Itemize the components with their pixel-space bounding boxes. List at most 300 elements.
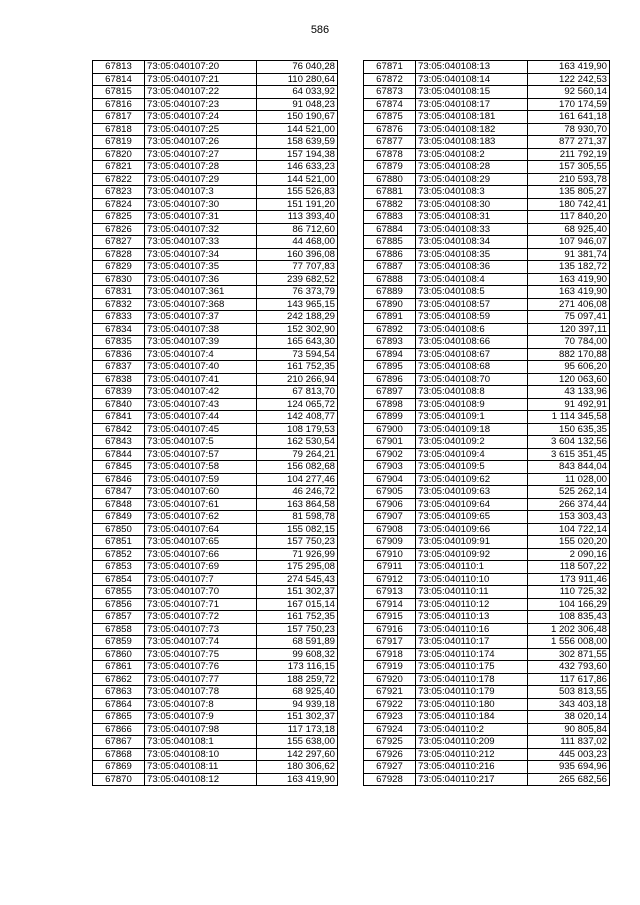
value-cell: 144 521,00 <box>257 123 338 136</box>
table-row <box>364 736 610 749</box>
cadastral-code-cell: 73:05:040107:25 <box>145 123 257 136</box>
cadastral-code-cell: 73:05:040107:26 <box>145 136 257 149</box>
cadastral-code-cell: 73:05:040110:2 <box>416 723 528 736</box>
value-cell: 68 591,89 <box>257 636 338 649</box>
row-number-cell: 67842 <box>93 423 145 436</box>
cadastral-code-cell: 73:05:040110:16 <box>416 623 528 636</box>
row-number-cell: 67839 <box>93 386 145 399</box>
table-row <box>93 536 338 549</box>
table-row <box>364 436 610 449</box>
value-cell: 71 926,99 <box>257 548 338 561</box>
value-cell: 111 837,02 <box>528 736 610 749</box>
table-row <box>93 586 338 599</box>
value-cell: 1 114 345,58 <box>528 411 610 424</box>
value-cell: 877 271,37 <box>528 136 610 149</box>
table-row <box>93 423 338 436</box>
row-number-cell: 67912 <box>364 573 416 586</box>
table-row <box>364 286 610 299</box>
table-row <box>93 236 338 249</box>
cadastral-code-cell: 73:05:040108:30 <box>416 198 528 211</box>
cadastral-code-cell: 73:05:040107:27 <box>145 148 257 161</box>
table-row <box>93 623 338 636</box>
cadastral-code-cell: 73:05:040109:2 <box>416 436 528 449</box>
row-number-cell: 67904 <box>364 473 416 486</box>
table-row <box>364 561 610 574</box>
value-cell: 163 419,90 <box>528 273 610 286</box>
value-cell: 77 707,83 <box>257 261 338 274</box>
table-row <box>364 411 610 424</box>
value-cell: 152 302,90 <box>257 323 338 336</box>
row-number-cell: 67856 <box>93 598 145 611</box>
row-number-cell: 67875 <box>364 111 416 124</box>
value-cell: 163 419,90 <box>528 286 610 299</box>
table-row <box>93 673 338 686</box>
table-row <box>93 348 338 361</box>
table-row <box>93 373 338 386</box>
value-cell: 113 393,40 <box>257 211 338 224</box>
cadastral-code-cell: 73:05:040107:35 <box>145 261 257 274</box>
cadastral-code-cell: 73:05:040107:72 <box>145 611 257 624</box>
cadastral-code-cell: 73:05:040108:181 <box>416 111 528 124</box>
table-row <box>93 473 338 486</box>
row-number-cell: 67889 <box>364 286 416 299</box>
row-number-cell: 67918 <box>364 648 416 661</box>
value-cell: 173 911,46 <box>528 573 610 586</box>
cadastral-code-cell: 73:05:040107:21 <box>145 73 257 86</box>
table-row <box>93 611 338 624</box>
value-cell: 150 190,67 <box>257 111 338 124</box>
value-cell: 210 266,94 <box>257 373 338 386</box>
table-row <box>364 761 610 774</box>
value-cell: 86 712,60 <box>257 223 338 236</box>
cadastral-code-cell: 73:05:040108:34 <box>416 236 528 249</box>
value-cell: 155 020,20 <box>528 536 610 549</box>
value-cell: 161 752,35 <box>257 361 338 374</box>
row-number-cell: 67853 <box>93 561 145 574</box>
table-row <box>93 323 338 336</box>
value-cell: 180 306,62 <box>257 761 338 774</box>
row-number-cell: 67883 <box>364 211 416 224</box>
cadastral-code-cell: 73:05:040107:361 <box>145 286 257 299</box>
row-number-cell: 67840 <box>93 398 145 411</box>
row-number-cell: 67928 <box>364 773 416 786</box>
cadastral-code-cell: 73:05:040108:17 <box>416 98 528 111</box>
cadastral-code-cell: 73:05:040107:74 <box>145 636 257 649</box>
row-number-cell: 67908 <box>364 523 416 536</box>
row-number-cell: 67881 <box>364 186 416 199</box>
value-cell: 44 468,00 <box>257 236 338 249</box>
cadastral-code-cell: 73:05:040107:34 <box>145 248 257 261</box>
value-cell: 157 305,55 <box>528 161 610 174</box>
cadastral-code-cell: 73:05:040107:64 <box>145 523 257 536</box>
value-cell: 110 725,32 <box>528 586 610 599</box>
row-number-cell: 67874 <box>364 98 416 111</box>
value-cell: 143 965,15 <box>257 298 338 311</box>
cadastral-code-cell: 73:05:040110:13 <box>416 611 528 624</box>
row-number-cell: 67872 <box>364 73 416 86</box>
row-number-cell: 67911 <box>364 561 416 574</box>
value-cell: 120 397,11 <box>528 323 610 336</box>
row-number-cell: 67829 <box>93 261 145 274</box>
value-cell: 242 188,29 <box>257 311 338 324</box>
cadastral-code-cell: 73:05:040107:36 <box>145 273 257 286</box>
cadastral-code-cell: 73:05:040110:178 <box>416 673 528 686</box>
cadastral-code-cell: 73:05:040107:33 <box>145 236 257 249</box>
table-row <box>364 136 610 149</box>
table-row <box>93 123 338 136</box>
cadastral-code-cell: 73:05:040108:31 <box>416 211 528 224</box>
row-number-cell: 67837 <box>93 361 145 374</box>
table-row <box>364 86 610 99</box>
row-number-cell: 67838 <box>93 373 145 386</box>
value-cell: 445 003,23 <box>528 748 610 761</box>
cadastral-code-cell: 73:05:040108:5 <box>416 286 528 299</box>
row-number-cell: 67906 <box>364 498 416 511</box>
value-cell: 91 492,91 <box>528 398 610 411</box>
row-number-cell: 67844 <box>93 448 145 461</box>
cadastral-code-cell: 73:05:040108:59 <box>416 311 528 324</box>
row-number-cell: 67884 <box>364 223 416 236</box>
table-row <box>364 623 610 636</box>
table-row <box>93 86 338 99</box>
table-row <box>93 298 338 311</box>
value-cell: 110 280,64 <box>257 73 338 86</box>
row-number-cell: 67880 <box>364 173 416 186</box>
table-row <box>93 248 338 261</box>
row-number-cell: 67920 <box>364 673 416 686</box>
cadastral-code-cell: 73:05:040107:43 <box>145 398 257 411</box>
value-cell: 124 065,72 <box>257 398 338 411</box>
row-number-cell: 67848 <box>93 498 145 511</box>
row-number-cell: 67823 <box>93 186 145 199</box>
cadastral-code-cell: 73:05:040109:92 <box>416 548 528 561</box>
table-row <box>93 173 338 186</box>
table-row <box>364 648 610 661</box>
row-number-cell: 67900 <box>364 423 416 436</box>
row-number-cell: 67843 <box>93 436 145 449</box>
table-row <box>364 548 610 561</box>
value-cell: 135 182,72 <box>528 261 610 274</box>
cadastral-code-cell: 73:05:040108:29 <box>416 173 528 186</box>
row-number-cell: 67859 <box>93 636 145 649</box>
table-row <box>93 498 338 511</box>
table-row <box>364 661 610 674</box>
value-cell: 239 682,52 <box>257 273 338 286</box>
row-number-cell: 67877 <box>364 136 416 149</box>
table-row <box>93 698 338 711</box>
row-number-cell: 67894 <box>364 348 416 361</box>
row-number-cell: 67851 <box>93 536 145 549</box>
row-number-cell: 67876 <box>364 123 416 136</box>
table-row <box>364 511 610 524</box>
row-number-cell: 67818 <box>93 123 145 136</box>
cadastral-code-cell: 73:05:040108:6 <box>416 323 528 336</box>
row-number-cell: 67828 <box>93 248 145 261</box>
cadastral-code-cell: 73:05:040108:67 <box>416 348 528 361</box>
row-number-cell: 67867 <box>93 736 145 749</box>
table-row <box>364 61 610 74</box>
cadastral-code-cell: 73:05:040110:17 <box>416 636 528 649</box>
cadastral-code-cell: 73:05:040107:60 <box>145 486 257 499</box>
row-number-cell: 67896 <box>364 373 416 386</box>
value-cell: 151 302,37 <box>257 586 338 599</box>
cadastral-code-cell: 73:05:040109:5 <box>416 461 528 474</box>
row-number-cell: 67901 <box>364 436 416 449</box>
value-cell: 3 604 132,56 <box>528 436 610 449</box>
cadastral-code-cell: 73:05:040108:4 <box>416 273 528 286</box>
row-number-cell: 67820 <box>93 148 145 161</box>
cadastral-code-cell: 73:05:040108:11 <box>145 761 257 774</box>
value-cell: 271 406,08 <box>528 298 610 311</box>
value-cell: 170 174,59 <box>528 98 610 111</box>
value-cell: 1 202 306,48 <box>528 623 610 636</box>
row-number-cell: 67890 <box>364 298 416 311</box>
cadastral-code-cell: 73:05:040109:4 <box>416 448 528 461</box>
row-number-cell: 67893 <box>364 336 416 349</box>
value-cell: 68 925,40 <box>257 686 338 699</box>
cadastral-code-cell: 73:05:040107:39 <box>145 336 257 349</box>
row-number-cell: 67841 <box>93 411 145 424</box>
row-number-cell: 67855 <box>93 586 145 599</box>
value-cell: 525 262,14 <box>528 486 610 499</box>
cadastral-code-cell: 73:05:040108:28 <box>416 161 528 174</box>
table-row <box>364 198 610 211</box>
cadastral-code-cell: 73:05:040107:98 <box>145 723 257 736</box>
row-number-cell: 67879 <box>364 161 416 174</box>
row-number-cell: 67835 <box>93 336 145 349</box>
table-row <box>93 223 338 236</box>
value-cell: 274 545,43 <box>257 573 338 586</box>
table-row <box>364 498 610 511</box>
cadastral-code-cell: 73:05:040107:76 <box>145 661 257 674</box>
cadastral-code-cell: 73:05:040107:38 <box>145 323 257 336</box>
row-number-cell: 67919 <box>364 661 416 674</box>
cadastral-code-cell: 73:05:040108:13 <box>416 61 528 74</box>
value-cell: 104 277,46 <box>257 473 338 486</box>
value-cell: 90 805,84 <box>528 723 610 736</box>
value-cell: 67 813,70 <box>257 386 338 399</box>
table-row <box>364 723 610 736</box>
row-number-cell: 67869 <box>93 761 145 774</box>
cadastral-code-cell: 73:05:040108:57 <box>416 298 528 311</box>
row-number-cell: 67888 <box>364 273 416 286</box>
cadastral-code-cell: 73:05:040107:32 <box>145 223 257 236</box>
cadastral-code-cell: 73:05:040108:183 <box>416 136 528 149</box>
cadastral-code-cell: 73:05:040108:15 <box>416 86 528 99</box>
table-row <box>93 336 338 349</box>
cadastral-code-cell: 73:05:040109:18 <box>416 423 528 436</box>
cadastral-code-cell: 73:05:040109:91 <box>416 536 528 549</box>
cadastral-code-cell: 73:05:040110:217 <box>416 773 528 786</box>
table-row <box>364 598 610 611</box>
table-row <box>364 236 610 249</box>
value-cell: 144 521,00 <box>257 173 338 186</box>
table-row <box>93 761 338 774</box>
value-cell: 108 835,43 <box>528 611 610 624</box>
cadastral-code-cell: 73:05:040108:14 <box>416 73 528 86</box>
value-cell: 175 295,08 <box>257 561 338 574</box>
cadastral-code-cell: 73:05:040110:209 <box>416 736 528 749</box>
table-row <box>93 361 338 374</box>
row-number-cell: 67836 <box>93 348 145 361</box>
value-cell: 162 530,54 <box>257 436 338 449</box>
value-cell: 302 871,55 <box>528 648 610 661</box>
table-row <box>364 673 610 686</box>
cadastral-code-cell: 73:05:040107:75 <box>145 648 257 661</box>
cadastral-code-cell: 73:05:040108:3 <box>416 186 528 199</box>
cadastral-code-cell: 73:05:040107:77 <box>145 673 257 686</box>
table-row <box>93 661 338 674</box>
cadastral-code-cell: 73:05:040107:22 <box>145 86 257 99</box>
value-cell: 151 191,20 <box>257 198 338 211</box>
row-number-cell: 67864 <box>93 698 145 711</box>
row-number-cell: 67898 <box>364 398 416 411</box>
row-number-cell: 67846 <box>93 473 145 486</box>
cadastral-code-cell: 73:05:040109:66 <box>416 523 528 536</box>
cadastral-code-cell: 73:05:040107:31 <box>145 211 257 224</box>
value-cell: 11 028,00 <box>528 473 610 486</box>
table-row <box>364 298 610 311</box>
table-row <box>93 636 338 649</box>
table-row <box>364 273 610 286</box>
row-number-cell: 67824 <box>93 198 145 211</box>
cadastral-code-cell: 73:05:040110:1 <box>416 561 528 574</box>
cadastral-code-cell: 73:05:040107:40 <box>145 361 257 374</box>
table-row <box>364 323 610 336</box>
value-cell: 161 641,18 <box>528 111 610 124</box>
row-number-cell: 67817 <box>93 111 145 124</box>
row-number-cell: 67868 <box>93 748 145 761</box>
value-cell: 78 930,70 <box>528 123 610 136</box>
value-cell: 882 170,88 <box>528 348 610 361</box>
table-row <box>93 211 338 224</box>
value-cell: 142 297,60 <box>257 748 338 761</box>
table-row <box>93 111 338 124</box>
page-number: 586 <box>310 24 330 36</box>
value-cell: 265 682,56 <box>528 773 610 786</box>
row-number-cell: 67826 <box>93 223 145 236</box>
row-number-cell: 67821 <box>93 161 145 174</box>
cadastral-code-cell: 73:05:040107:9 <box>145 711 257 724</box>
cadastral-code-cell: 73:05:040108:36 <box>416 261 528 274</box>
row-number-cell: 67815 <box>93 86 145 99</box>
value-cell: 120 063,60 <box>528 373 610 386</box>
row-number-cell: 67905 <box>364 486 416 499</box>
table-row <box>364 123 610 136</box>
cadastral-code-cell: 73:05:040107:62 <box>145 511 257 524</box>
table-row <box>364 536 610 549</box>
row-number-cell: 67903 <box>364 461 416 474</box>
value-cell: 503 813,55 <box>528 686 610 699</box>
value-cell: 70 784,00 <box>528 336 610 349</box>
row-number-cell: 67924 <box>364 723 416 736</box>
cadastral-code-cell: 73:05:040108:33 <box>416 223 528 236</box>
table-row <box>93 161 338 174</box>
table-row <box>364 373 610 386</box>
table-row <box>93 448 338 461</box>
cadastral-code-cell: 73:05:040110:10 <box>416 573 528 586</box>
table-row <box>93 686 338 699</box>
table-row <box>364 523 610 536</box>
value-cell: 117 173,18 <box>257 723 338 736</box>
value-cell: 146 633,23 <box>257 161 338 174</box>
row-number-cell: 67819 <box>93 136 145 149</box>
value-cell: 142 408,77 <box>257 411 338 424</box>
row-number-cell: 67915 <box>364 611 416 624</box>
value-cell: 163 864,58 <box>257 498 338 511</box>
table-row <box>93 273 338 286</box>
cadastral-code-cell: 73:05:040110:216 <box>416 761 528 774</box>
value-cell: 150 635,35 <box>528 423 610 436</box>
value-cell: 107 946,07 <box>528 236 610 249</box>
row-number-cell: 67902 <box>364 448 416 461</box>
cadastral-code-cell: 73:05:040110:12 <box>416 598 528 611</box>
table-row <box>364 773 610 786</box>
row-number-cell: 67834 <box>93 323 145 336</box>
table-row <box>93 523 338 536</box>
value-cell: 935 694,96 <box>528 761 610 774</box>
value-cell: 157 750,23 <box>257 623 338 636</box>
table-row <box>93 511 338 524</box>
row-number-cell: 67927 <box>364 761 416 774</box>
value-cell: 104 166,29 <box>528 598 610 611</box>
table-row <box>364 261 610 274</box>
row-number-cell: 67866 <box>93 723 145 736</box>
row-number-cell: 67830 <box>93 273 145 286</box>
table-row <box>93 136 338 149</box>
table-row <box>364 111 610 124</box>
table-row <box>93 486 338 499</box>
value-cell: 117 840,20 <box>528 211 610 224</box>
cadastral-code-cell: 73:05:040108:10 <box>145 748 257 761</box>
table-row <box>93 736 338 749</box>
table-row <box>364 448 610 461</box>
cadastral-code-cell: 73:05:040107:20 <box>145 61 257 74</box>
value-cell: 38 020,14 <box>528 711 610 724</box>
table-row <box>364 173 610 186</box>
value-cell: 843 844,04 <box>528 461 610 474</box>
value-cell: 122 242,53 <box>528 73 610 86</box>
cadastral-code-cell: 73:05:040108:2 <box>416 148 528 161</box>
cadastral-code-cell: 73:05:040107:44 <box>145 411 257 424</box>
cadastral-code-cell: 73:05:040110:184 <box>416 711 528 724</box>
value-cell: 210 593,78 <box>528 173 610 186</box>
cadastral-code-cell: 73:05:040107:70 <box>145 586 257 599</box>
row-number-cell: 67913 <box>364 586 416 599</box>
table-row <box>93 411 338 424</box>
table-row <box>93 436 338 449</box>
table-row <box>364 698 610 711</box>
row-number-cell: 67833 <box>93 311 145 324</box>
value-cell: 81 598,78 <box>257 511 338 524</box>
table-row <box>364 311 610 324</box>
table-row <box>93 398 338 411</box>
table-row <box>364 611 610 624</box>
table-row <box>93 461 338 474</box>
row-number-cell: 67852 <box>93 548 145 561</box>
row-number-cell: 67862 <box>93 673 145 686</box>
row-number-cell: 67857 <box>93 611 145 624</box>
cadastral-code-cell: 73:05:040110:212 <box>416 748 528 761</box>
row-number-cell: 67814 <box>93 73 145 86</box>
cadastral-code-cell: 73:05:040107:28 <box>145 161 257 174</box>
row-number-cell: 67897 <box>364 386 416 399</box>
cadastral-code-cell: 73:05:040107:3 <box>145 186 257 199</box>
table-row <box>93 61 338 74</box>
row-number-cell: 67854 <box>93 573 145 586</box>
table-row <box>93 148 338 161</box>
table-row <box>364 98 610 111</box>
